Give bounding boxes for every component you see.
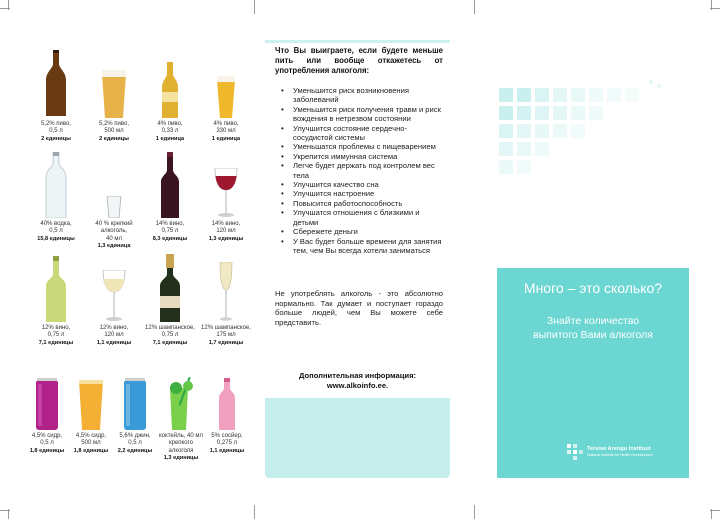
beer-glass-icon (198, 48, 254, 118)
list-item: • Укрепится иммунная система (279, 152, 444, 161)
drink-shot-glass: 40 % крепкий алкоголь, 40 мл 1,3 единица (86, 148, 142, 250)
drink-cider-glass: 4,5% сидр, 500 мл 1,8 единицы (68, 360, 114, 455)
info-footer-band (265, 398, 450, 478)
more-info-label: Дополнительная информация: (298, 371, 417, 380)
wine-bottle-icon (28, 252, 84, 322)
normal-text-paragraph: Не употреблять алкоголь - это абсолютно нормально. Так думает и поступает гораздо больше людей, чем Вы можете себе представить. (275, 289, 443, 327)
more-info-block (265, 371, 450, 391)
drink-cocktail: коктейль, 40 мл крепкого алкоголя 1,3 единицы (158, 360, 204, 462)
wine-glass-icon (86, 252, 142, 322)
drink-red-wine-glass: 14% вино, 120 мл 1,3 единицы (198, 148, 254, 243)
shot-glass-icon (86, 148, 142, 218)
institute-logo-icon (567, 444, 583, 460)
drink-gin-can: 5,6% джин, 0,5 л 2,2 единицы (112, 360, 158, 455)
crop-mark (474, 0, 475, 14)
list-item: • Сбережете деньги (279, 227, 444, 236)
list-item: • Уменьшится риск возникновения заболеваний (279, 86, 444, 105)
crop-mark (474, 505, 475, 519)
drink-champagne-glass: 12% шампанское, 175 мл 1,7 единицы (198, 252, 254, 347)
cover-title: Много – это сколько? (523, 280, 663, 296)
beer-bottle-icon (142, 48, 198, 118)
mosaic-pattern (497, 80, 689, 190)
cover-subtitle: Знайте количество выпитого Вами алкоголя (533, 315, 653, 341)
cover-band (497, 268, 689, 478)
champagne-glass-icon (198, 252, 254, 322)
crop-mark (711, 0, 712, 10)
institute-name: Tervise Arengu Instituut (587, 446, 651, 452)
drink-white-wine-glass: 12% вино, 120 мл 1,1 единицы (86, 252, 142, 347)
benefits-list (279, 86, 444, 255)
wine-glass-icon (198, 148, 254, 218)
list-item: • Уменьшится риск получения травм и риск вождения в нетрезвом состоянии (279, 105, 444, 124)
list-item: • Легче будет держать под контролем вес тела (279, 161, 444, 180)
drink-champagne-bottle: 12% шампанское, 0,75 л 7,1 единицы (142, 252, 198, 347)
wine-bottle-icon (142, 148, 198, 218)
drink-red-wine-bottle: 14% вино, 0,75 л 8,3 единицы (142, 148, 198, 243)
list-item: • У Вас будет больше времени для занятия тем, чем Вы всегда хотели заниматься (279, 237, 444, 256)
drink-vodka-bottle: 40% водка, 0,5 л 15,8 единицы (28, 148, 84, 243)
drink-beer-bottle: 5,2% пиво, 0,5 л 2 единицы (28, 48, 84, 143)
drink-soda-bottle: 5% сосйер, 0,275 л 1,1 единицы (204, 360, 250, 455)
crop-mark (254, 505, 255, 519)
list-item: • Улучшится качество сна (279, 180, 444, 189)
info-panel (265, 40, 450, 478)
list-item: • Улучшится настроение (279, 189, 444, 198)
drink-beer-bottle-small: 4% пиво, 0,33 л 1 единица (142, 48, 198, 143)
institute-logo (567, 444, 653, 460)
champagne-bottle-icon (142, 252, 198, 322)
list-item: • Улучшится состояние сердечно-сосудистой системы (279, 124, 444, 143)
crop-mark (254, 0, 255, 14)
drink-cider-can: 4,5% сидр, 0,5 л 1,8 единицы (24, 360, 70, 455)
benefits-title: Что Вы выиграете, если будете меньше пить или вообще откажетесь от употребления алкоголя: (275, 46, 443, 76)
crop-mark (8, 509, 9, 519)
crop-mark (8, 0, 9, 10)
more-info-link[interactable]: www.alkoinfo.ee. (326, 381, 389, 390)
drink-white-wine-bottle: 12% вино, 0,75 л 7,1 единицы (28, 252, 84, 347)
beer-bottle-icon (28, 48, 84, 118)
drink-beer-glass-large: 5,2% пиво, 500 мл 2 единицы (86, 48, 142, 143)
cover-panel (497, 40, 689, 478)
list-item: • Уменьшатся проблемы с пищеварением (279, 142, 444, 151)
gin-can-icon (112, 360, 158, 430)
vodka-bottle-icon (28, 148, 84, 218)
soda-bottle-icon (204, 360, 250, 430)
cider-can-icon (24, 360, 70, 430)
info-top-strip (265, 40, 450, 43)
crop-mark (711, 509, 712, 519)
cider-glass-icon (68, 360, 114, 430)
institute-tagline: National Institute for Health Development (587, 453, 653, 457)
beer-glass-icon (86, 48, 142, 118)
list-item: • Повысится работоспособность (279, 199, 444, 208)
list-item: • Улучшатся отношения с близкими и детьми (279, 208, 444, 227)
drink-beer-glass-small: 4% пиво, 330 мл 1 единица (198, 48, 254, 143)
cocktail-glass-icon (158, 360, 204, 430)
